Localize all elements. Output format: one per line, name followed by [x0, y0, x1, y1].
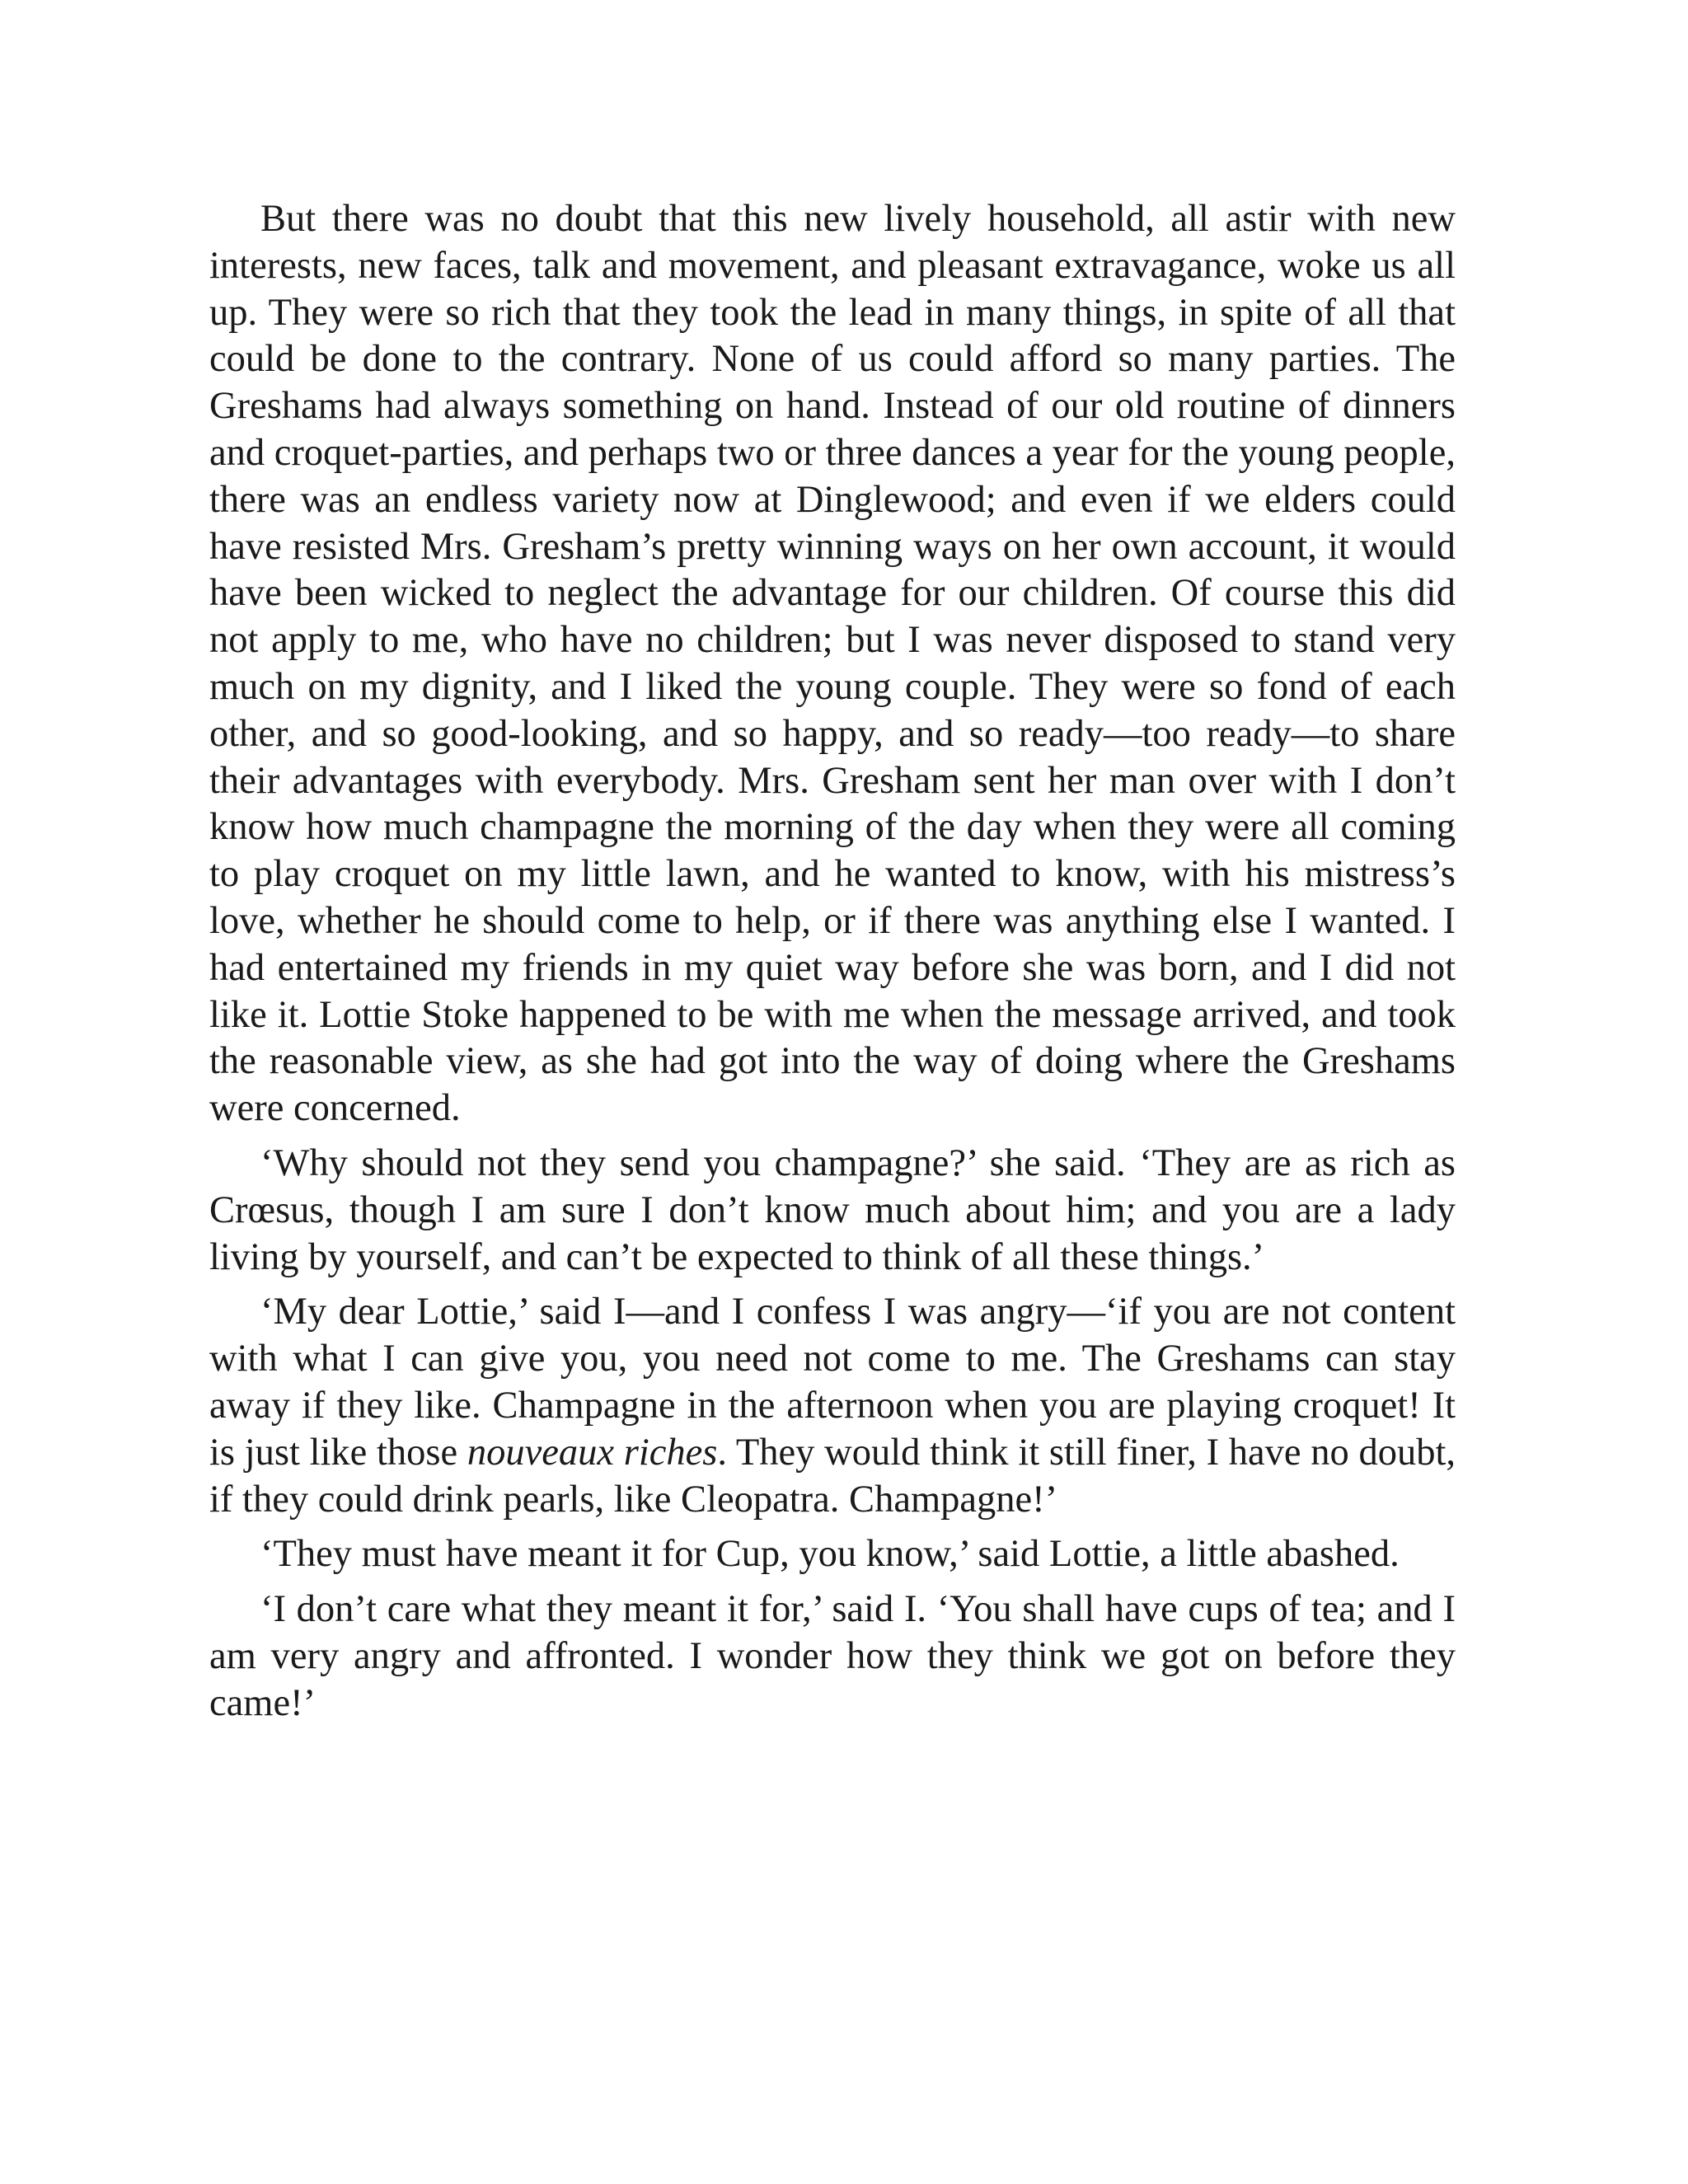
paragraph-cup: ‘They must have meant it for Cup, you know,’ said Lottie, a little abashed. [260, 1533, 1400, 1576]
paragraph-household: But there was no doubt that this new lively household, all astir with new interests, new faces, talk and movement, and pleasant extravagance, woke us all up. They were so rich that they took the lead in many things, in spite of all that could be done to the contrary. None of us could afford so many parties. The Greshams had always something on hand. Instead of our old routine of dinners and croquet-parties, and perhaps two or three dances a year for the young people, there was an endless variety now at Dinglewood; and even if we elders could have resisted Mrs. Gresham’s pretty winning ways on her own account, it would have been wicked to neglect the advantage for our children. Of course this did not apply to me, who have no children; but I was never disposed to stand very much on my dignity, and I liked the young couple. They were so fond of each other, and so good-looking, and so happy, and so ready—too ready—to share their advantages with everybody. Mrs. Gresham sent her man over with I don’t know how much champagne the morning of the day when they were all coming to play croquet on my little lawn, and he wanted to know, with his mistress’s love, whether he should come to help, or if there was anything else I wanted. I had entertained my friends in my quiet way before she was born, and I did not like it. Lottie Stoke happened to be with me when the message arrived, and took the reasonable view, as she had got into the way of doing where the Greshams were concerned. [209, 198, 1456, 1130]
italic-phrase: nouveaux riches [467, 1431, 718, 1474]
text-segment: . They would think it still finer, I have no doubt, if they could drink pearls, like Cleopatra. Champagne!’ [209, 1431, 1456, 1521]
paragraph-lottie-champagne: ‘Why should not they send you champagne?’ she said. ‘They are as rich as Crœsus, though I am sure I don’t know much about him; and you are a lady living by yourself, and can’t be expected to think of all these things.’ [209, 1141, 1456, 1278]
page-text [209, 196, 1456, 1727]
paragraph-cups-of-tea: ‘I don’t care what they meant it for,’ said I. ‘You shall have cups of tea; and I am very angry and affronted. I wonder how they think we got on before they came!’ [209, 1588, 1456, 1724]
paragraph-my-dear-lottie [209, 1289, 1456, 1523]
text-segment: ‘My dear Lottie,’ said I—and I confess I was angry—‘if you are not content with what I can give you, you need not come to me. The Greshams can stay away if they like. Champagne in the afternoon when you are playing croquet! It is just like those [209, 1291, 1456, 1474]
